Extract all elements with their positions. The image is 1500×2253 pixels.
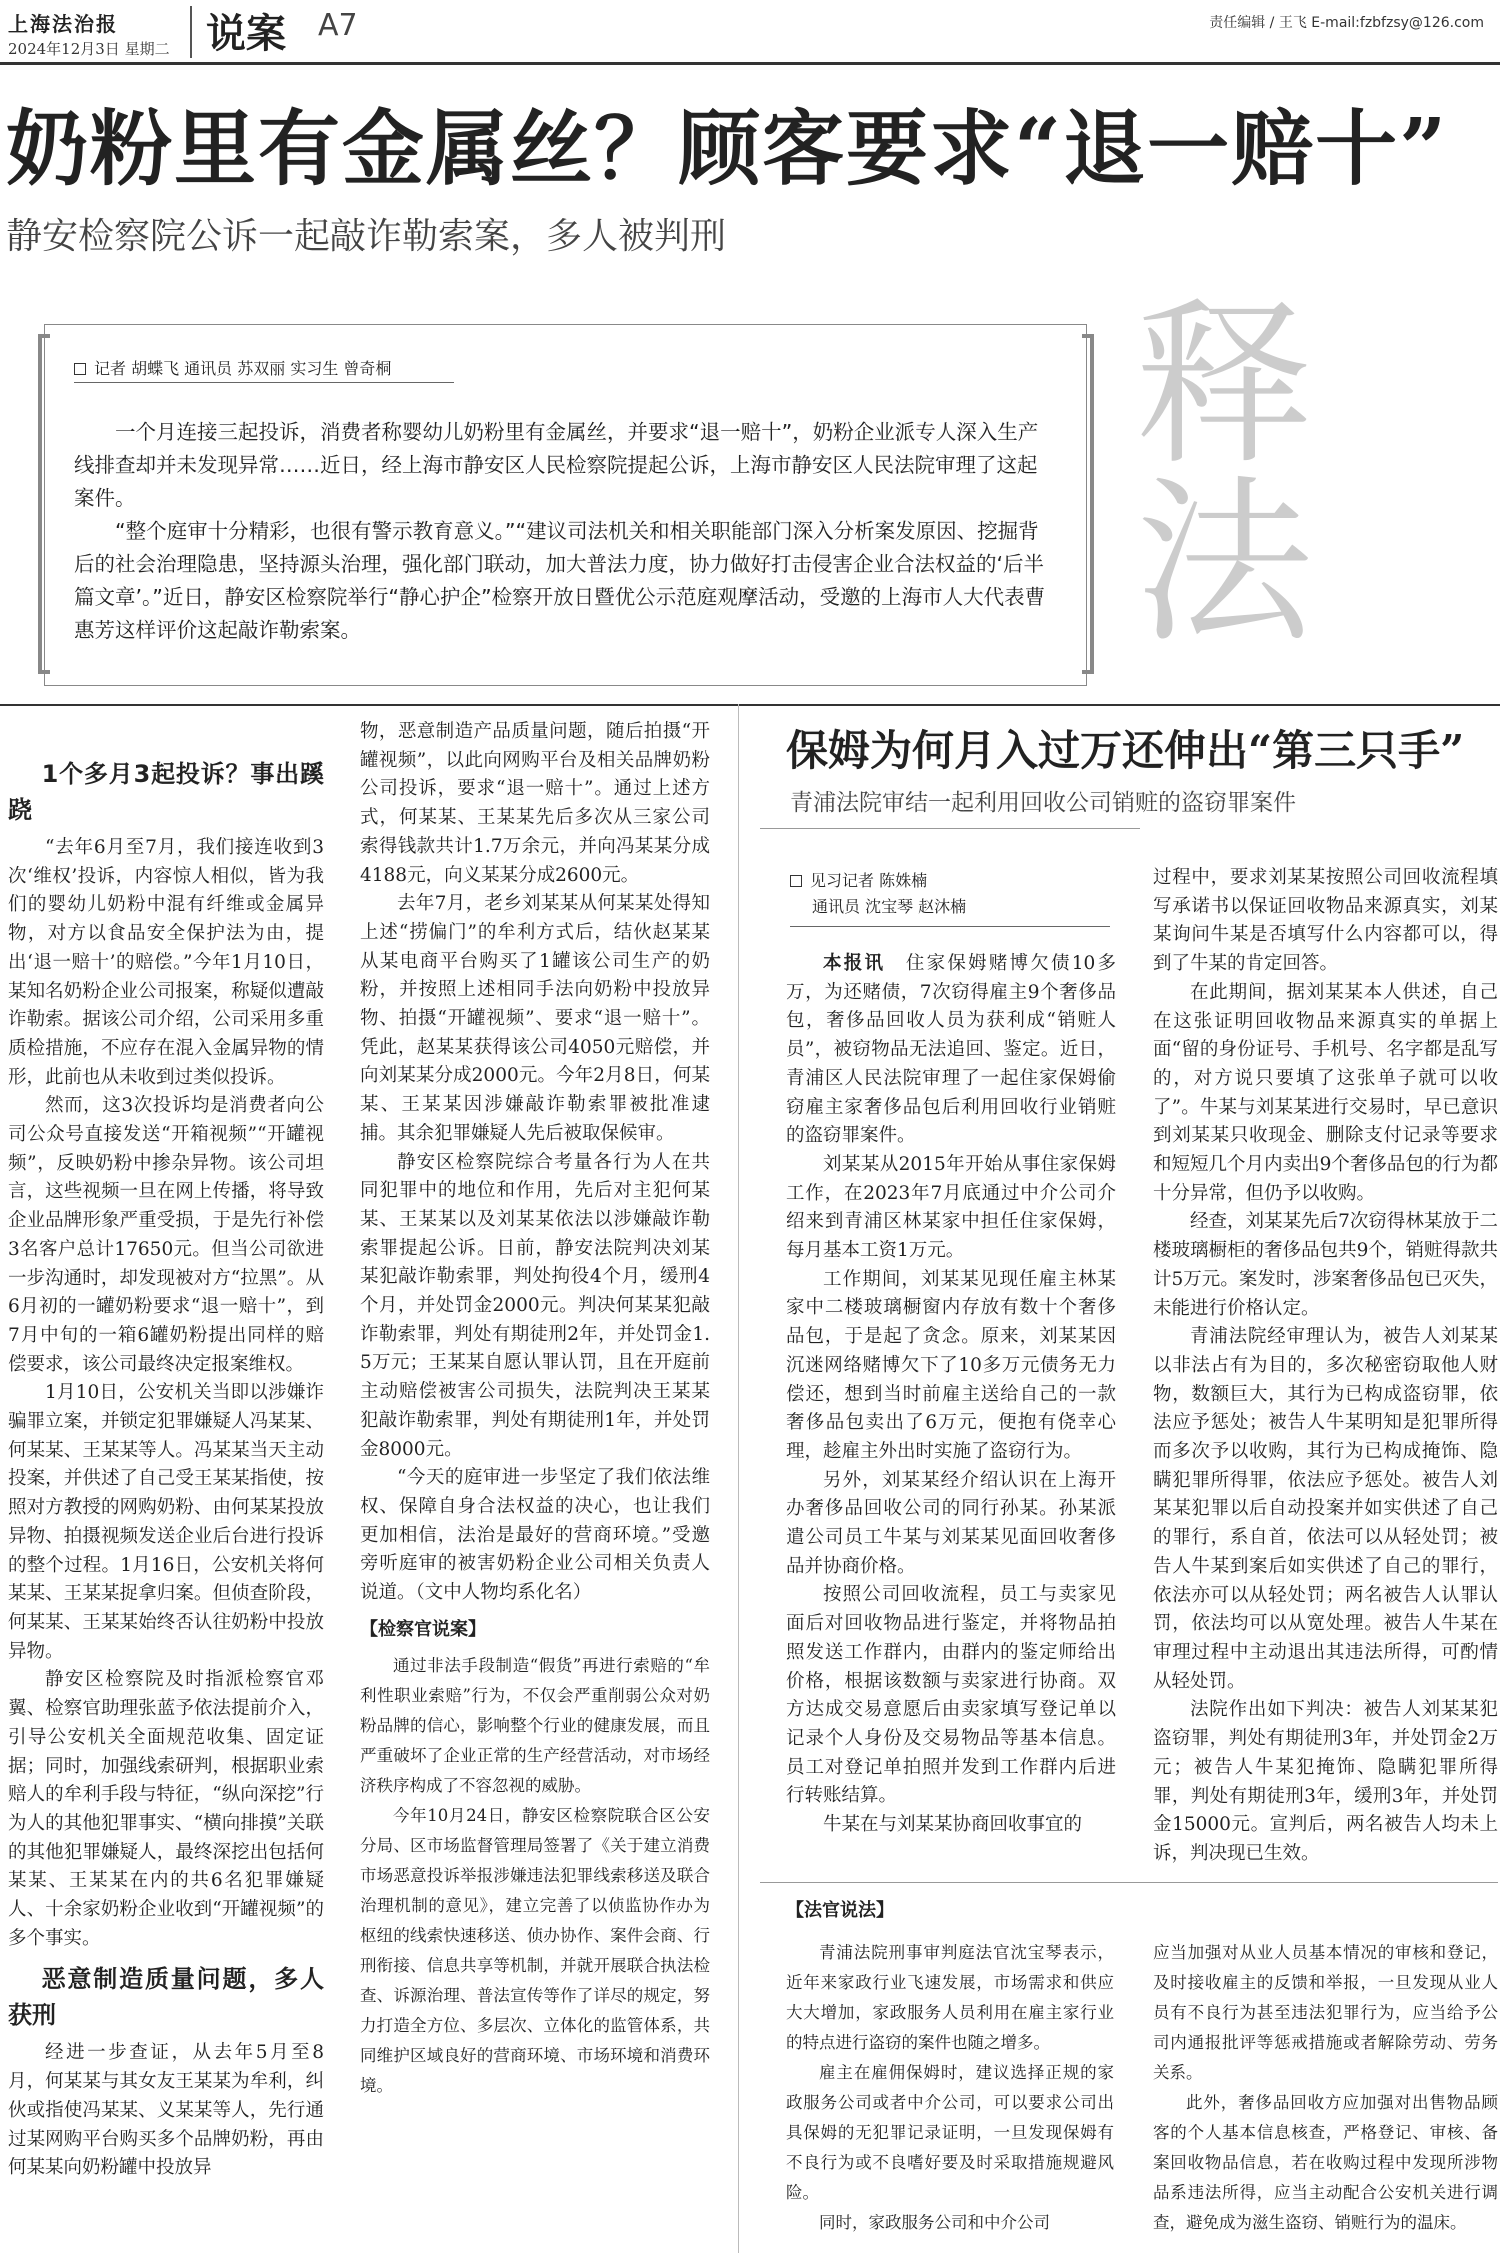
intro-text (74, 416, 1056, 647)
calligraphy-watermark: 释法 (1105, 290, 1312, 646)
article1-paragraph: “今天的庭审进一步坚定了我们依法维权、保障自身合法权益的决心，也让我们更加相信，法治是最好的营商环境。”受邀旁听庭审的被害奶粉企业公司相关负责人说道。（文中人物均系化名） (360, 1467, 710, 1604)
article2-paragraph: 另外，刘某某经介绍认识在上海开办奢侈品回收公司的同行孙某。孙某派遣公司员工牛某与刘某某见面回收奢侈品并协商价格。 (786, 1469, 1116, 1577)
header-rule (0, 62, 1500, 65)
intro-byline (74, 356, 391, 379)
judge-comment-column-1 (786, 1938, 1114, 2238)
article2-paragraph: 经查，刘某某先后7次窃得林某放于二楼玻璃橱柜的奢侈品包共9个，销赃得款共计5万元。案发时，涉案奢侈品包已灭失，未能进行价格认定。 (1153, 1211, 1498, 1319)
article1-column-1 (8, 748, 324, 2183)
comment-paragraph: 通过非法手段制造“假货”再进行索赔的“牟利性职业索赔”行为，不仅会严重削弱公众对奶粉品牌的信心，影响整个行业的健康发展，而且严重破坏了企业正常的生产经营活动，对市场经济秩序构成了不容忽视的威胁。 (360, 1655, 710, 1795)
section-title: 说案 (206, 11, 286, 57)
judge-comment-column-2 (1153, 1938, 1498, 2238)
article1-paragraph: 静安区检察院综合考量各行为人在共同犯罪中的地位和作用，先后对主犯何某某、王某某以及刘某某依法以涉嫌敲诈勒索罪提起公诉。日前，静安法院判决刘某某犯敲诈勒索罪，判处拘役4个月，缓刑4个月，并处罚金2000元。判决何某某犯敲诈勒索罪，判处有期徒刑2年，并处罚金1.5万元；王某某自愿认罪认罚，且在开庭前主动赔偿被害公司损失，法院判决王某某犯敲诈勒索罪，判处有期徒刑1年，并处罚金8000元。 (360, 1151, 710, 1460)
judge-paragraph: 雇主在雇佣保姆时，建议选择正规的家政服务公司或者中介公司，可以要求公司出具保姆的无犯罪记录证明，一旦发现保姆有不良行为或不良嗜好要及时采取措施规避风险。 (786, 2063, 1114, 2202)
square-bullet-icon (74, 363, 86, 375)
article2-paragraph: 过程中，要求刘某某按照公司回收流程填写承诺书以保证回收物品来源真实，刘某某询问牛某是否填写什么内容都可以，得到了牛某的肯定回答。 (1153, 867, 1498, 975)
article2-subtitle: 青浦法院审结一起利用回收公司销赃的盗窃罪案件 (790, 790, 1296, 816)
intro-bracket-left (38, 334, 50, 674)
column-divider (738, 704, 739, 2253)
article1-paragraph: 物，恶意制造产品质量问题，随后拍摄“开罐视频”，以此向网购平台及相关品牌奶粉公司投诉，要求“退一赔十”。通过上述方式，何某某、王某某先后多次从三家公司索得钱款共计1.7万余元，并向冯某某分成4188元，向义某某分成2600元。 (360, 721, 710, 886)
article2-byline (790, 868, 966, 920)
page-headline: 奶粉里有金属丝？顾客要求“退一赔十” (6, 101, 1449, 197)
issue-date: 2024年12月3日 星期二 (8, 40, 170, 58)
section-rule (0, 704, 1500, 706)
article1-subheading-2: 恶意制造质量问题，多人获刑 (8, 1965, 324, 2030)
judge-section-rule (760, 1882, 1498, 1883)
article1-paragraph: 1月10日，公安机关当即以涉嫌诈骗罪立案，并锁定犯罪嫌疑人冯某某、何某某、王某某等人。冯某某当天主动投案，并供述了自己受王某某指使，按照对方教授的网购奶粉、由何某某投放异物、拍摄视频发送企业后台进行投诉的整个过程。1月16日，公安机关将何某某、王某某捉拿归案。但侦查阶段，何某某、王某某始终否认往奶粉中投放异物。 (8, 1382, 324, 1662)
judge-comment-title: 【法官说法】 (786, 1900, 894, 1921)
judge-paragraph: 此外，奢侈品回收方应加强对出售物品顾客的个人基本信息核查，严格登记、审核、备案回收物品信息，若在收购过程中发现所涉物品系违法所得，应当主动配合公安机关进行调查，避免成为滋生盗窃、销赃行为的温床。 (1153, 2093, 1498, 2232)
article2-rule (760, 828, 1140, 829)
article2-paragraph: 工作期间，刘某某见现任雇主林某家中二楼玻璃橱窗内存放有数十个奢侈品包，于是起了贪念。原来，刘某某因沉迷网络赌博欠下了10多万元债务无力偿还，想到当时前雇主送给自己的一款奢侈品包卖出了6万元，便抱有侥幸心理，趁雇主外出时实施了盗窃行为。 (786, 1268, 1116, 1462)
article2-column-2 (1153, 864, 1498, 1869)
judge-paragraph: 同时，家政服务公司和中介公司 (819, 2213, 1050, 2232)
comment-paragraph: 今年10月24日，静安区检察院联合区公安分局、区市场监督管理局签署了《关于建立消费市场恶意投诉举报涉嫌违法犯罪线索移送及联合治理机制的意见》，建立完善了以侦监协作办为枢纽的线索快速移送、侦办协作、案件会商、行刑衔接、信息共享等机制，并就开展联合执法检查、诉源治理、普法宣传等作了详尽的规定，努力打造全方位、多层次、立体化的监管体系，共同维护区域良好的营商环境、市场环境和消费环境。 (360, 1805, 710, 2095)
article1-column-2 (360, 718, 710, 2101)
square-bullet-icon (790, 875, 802, 887)
article1-paragraph: 经进一步查证，从去年5月至8月，何某某与其女友王某某为牟利，纠伙或指使冯某某、义某某等人，先行通过某网购平台购买多个品牌奶粉，再由何某某向奶粉罐中投放异 (8, 2042, 324, 2179)
article2-paragraph: 在此期间，据刘某某本人供述，自己在这张证明回收物品来源真实的单据上面“留的身份证号、手机号、名字都是乱写的，对方说只要填了这张单子就可以收了”。牛某与刘某某进行交易时，早已意识到刘某某只收现金、删除支付记录等要求和短短几个月内卖出9个奢侈品包的行为都十分异常，但仍予以收购。 (1153, 981, 1498, 1204)
byline-rule (74, 382, 454, 383)
article1-paragraph: 静安区检察院及时指派检察官邓翼、检察官助理张蓝予依法提前介入，引导公安机关全面规范收集、固定证据；同时，加强线索研判，根据职业索赔人的牟利手段与特征，“纵向深挖”行为人的其他犯罪事实、“横向排摸”关联的其他犯罪嫌疑人，最终深挖出包括何某某、王某某在内的共6名犯罪嫌疑人、十余家奶粉企业收到“开罐视频”的多个事实。 (8, 1669, 324, 1949)
article2-paragraph: 法院作出如下判决：被告人刘某某犯盗窃罪，判处有期徒刑3年，并处罚金2万元；被告人牛某犯掩饰、隐瞒犯罪所得罪，判处有期徒刑3年，缓刑3年，并处罚金15000元。宣判后，两名被告人均未上诉，判决现已生效。 (1153, 1699, 1498, 1864)
judge-paragraph: 应当加强对从业人员基本情况的审核和登记，及时接收雇主的反馈和举报，一旦发现从业人员有不良行为甚至违法犯罪行为，应当给予公司内通报批评等惩戒措施或者解除劳动、劳务关系。 (1153, 1943, 1498, 2082)
byline-line-1: 见习记者 陈姝楠 (810, 871, 928, 890)
article2-paragraph: 牛某在与刘某某协商回收事宜的 (823, 1814, 1083, 1836)
intro-byline-text: 记者 胡蝶飞 通讯员 苏双丽 实习生 曾奇桐 (94, 359, 392, 378)
byline-line-2: 通讯员 沈宝琴 赵沐楠 (812, 897, 967, 916)
page-subheadline: 静安检察院公诉一起敲诈勒索案，多人被判刑 (6, 216, 727, 257)
article2-lead: 住家保姆赌博欠债10多万，为还赌债，7次窃得雇主9个奢侈品包，奢侈品回收人员为获利成“销赃人员”，被窃物品无法追回、鉴定。近日，青浦区人民法院审理了一起住家保姆偷窃雇主家奢侈品包后利用回收行业销赃的盗窃罪案件。 (786, 953, 1116, 1147)
article2-title: 保姆为何月入过万还伸出“第三只手” (786, 726, 1465, 775)
editor-credit: 责任编辑 / 王飞 E-mail:fzbfzsy@126.com (1209, 15, 1484, 31)
intro-paragraph: 一个月连接三起投诉，消费者称婴幼儿奶粉里有金属丝，并要求“退一赔十”，奶粉企业派专人深入生产线排查却并未发现异常……近日，经上海市静安区人民检察院提起公诉，上海市静安区人民法院审理了这起案件。 (74, 420, 1039, 510)
judge-paragraph: 青浦法院刑事审判庭法官沈宝琴表示，近年来家政行业飞速发展，市场需求和供应大大增加，家政服务人员利用在雇主家行业的特点进行盗窃的案件也随之增多。 (786, 1943, 1114, 2052)
article2-paragraph: 青浦法院经审理认为，被告人刘某某以非法占有为目的，多次秘密窃取他人财物，数额巨大，其行为已构成盗窃罪，依法应予惩处；被告人牛某明知是犯罪所得而多次予以收购，其行为已构成掩饰、隐瞒犯罪所得罪，依法应予惩处。被告人刘某某犯罪以后自动投案并如实供述了自己的罪行，系自首，依法可以从轻处罚；被告人牛某到案后如实供述了自己的罪行，依法亦可以从轻处罚；两名被告人认罪认罚，依法均可以从宽处理。被告人牛某在审理过程中主动退出其违法所得，可酌情从轻处罚。 (1153, 1326, 1498, 1692)
lead-label: 本报讯 (823, 953, 886, 974)
page-number: A7 (318, 8, 358, 43)
masthead: 上海法治报 (8, 12, 118, 36)
article1-paragraph: “去年6月至7月，我们接连收到3次‘维权’投诉，内容惊人相似，皆为我们的婴幼儿奶粉中混有纤维或金属异物，对方以食品安全保护法为由，提出‘退一赔十’的赔偿。”今年1月10日，某知名奶粉企业公司报案，称疑似遭敲诈勒索。据该公司介绍，公司采用多重质检措施，不应存在混入金属异物的情形，此前也从未收到过类似投诉。 (8, 837, 324, 1088)
article2-paragraph: 刘某某从2015年开始从事住家保姆工作，在2023年7月底通过中介公司介绍来到青浦区林某家中担任住家保姆，每月基本工资1万元。 (786, 1153, 1116, 1262)
header-divider (190, 6, 192, 58)
intro-bracket-right (1082, 334, 1094, 674)
article1-subheading-1: 1个多月3起投诉？事出蹊跷 (8, 760, 324, 824)
article2-paragraph: 按照公司回收流程，员工与卖家见面后对回收物品进行鉴定，并将物品拍照发送工作群内，由群内的鉴定师给出价格，根据该数额与卖家进行协商。双方达成交易意愿后由卖家填写登记单以记录个人身份及交易物品等基本信息。员工对登记单拍照并发到工作群内后进行转账结算。 (786, 1584, 1116, 1807)
prosecutor-comment-title: 【检察官说案】 (360, 1618, 486, 1640)
byline-rule (790, 926, 1110, 927)
intro-paragraph: “整个庭审十分精彩，也很有警示教育意义。”“建议司法机关和相关职能部门深入分析案发原因、挖掘背后的社会治理隐患，坚持源头治理，强化部门联动，加大普法力度，协力做好打击侵害企业合法权益的‘后半篇文章’。”近日，静安区检察院举行“静心护企”检察开放日暨优公示范庭观摩活动，受邀的上海市人大代表曹惠芳这样评价这起敲诈勒索案。 (74, 519, 1046, 642)
article2-column-1 (786, 950, 1116, 1840)
article1-paragraph: 然而，这3次投诉均是消费者向公司公众号直接发送“开箱视频”“开罐视频”，反映奶粉中掺杂异物。该公司坦言，这些视频一旦在网上传播，将导致企业品牌形象严重受损，于是先行补偿3名客户总计17650元。但当公司欲进一步沟通时，却发现被对方“拉黑”。从6月初的一罐奶粉要求“退一赔十”，到7月中旬的一箱6罐奶粉提出同样的赔偿要求，该公司最终决定报案维权。 (8, 1095, 324, 1375)
article1-paragraph: 去年7月，老乡刘某某从何某某处得知上述“捞偏门”的牟利方式后，结伙赵某某从某电商平台购买了1罐该公司生产的奶粉，并按照上述相同手法向奶粉中投放异物、拍摄“开罐视频”、要求“退一赔十”。凭此，赵某某获得该公司4050元赔偿，并向刘某某分成2000元。今年2月8日，何某某、王某某因涉嫌敲诈勒索罪被批准逮捕。其余犯罪嫌疑人先后被取保候审。 (360, 893, 710, 1144)
prosecutor-comment (360, 1651, 710, 2101)
